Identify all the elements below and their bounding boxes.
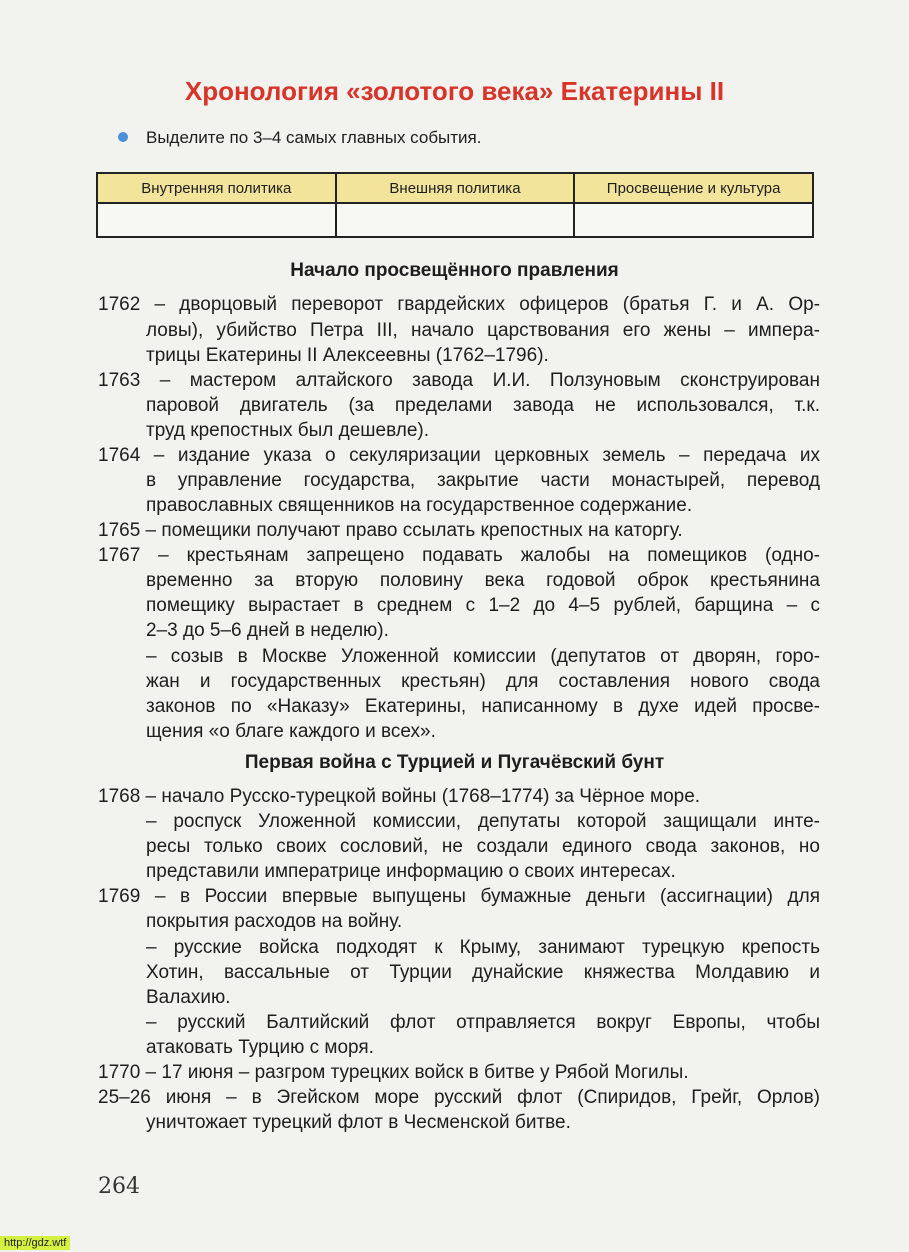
text-line: паровой двигатель (за пределами завода не использовался, т.к.	[146, 395, 820, 416]
text-line: 1770 – 17 июня – разгром турецких войск в битве у Рябой Могилы.	[98, 1062, 689, 1083]
text-line: 1762 – дворцовый переворот гвардейских офицеров (братья Г. и А. Ор-	[98, 294, 820, 315]
table-header-culture: Просвещение и культура	[574, 173, 813, 203]
text-line: 1764 – издание указа о секуляризации церковных земель – передача их	[98, 445, 820, 466]
text-line: 1763 – мастером алтайского завода И.И. Ползуновым сконструирован	[98, 370, 820, 391]
watermark: http://gdz.wtf	[0, 1236, 70, 1250]
table-header-internal: Внутренняя политика	[97, 173, 336, 203]
section-heading-2: Первая война с Турцией и Пугачёвский бунт	[244, 752, 665, 773]
text-line: – созыв в Москве Уложенной комиссии (депутатов от дворян, горо-	[146, 646, 820, 667]
text-line: законов по «Наказу» Екатерины, написанному в духе идей просве-	[146, 696, 820, 717]
text-line: покрытия расходов на войну.	[146, 911, 403, 932]
categories-table	[96, 172, 814, 238]
text-line: 25–26 июня – в Эгейском море русский флот (Спиридов, Грейг, Орлов)	[98, 1087, 820, 1108]
section-heading-1: Начало просвещённого правления	[290, 260, 619, 281]
text-line: 2–3 до 5–6 дней в неделю).	[146, 620, 389, 641]
task-text: Выделите по 3–4 самых главных события.	[146, 128, 482, 147]
text-line: – русские войска подходят к Крыму, занимают турецкую крепость	[146, 937, 820, 958]
text-line: 1767 – крестьянам запрещено подавать жалобы на помещиков (одно-	[98, 545, 820, 566]
text-line: в управление государства, закрытие части монастырей, перевод	[146, 470, 820, 491]
table-header-external: Внешняя политика	[336, 173, 575, 203]
text-line: 1768 – начало Русско-турецкой войны (1768–1774) за Чёрное море.	[98, 786, 701, 807]
text-line: труд крепостных был дешевле).	[146, 420, 430, 441]
page-title: Хронология «золотого века» Екатерины II	[184, 76, 725, 106]
text-line: щения «о благе каждого и всех».	[146, 721, 436, 742]
text-line: Хотин, вассальные от Турции дунайские княжества Молдавию и	[146, 962, 820, 983]
text-line: 1765 – помещики получают право ссылать крепостных на каторгу.	[98, 520, 683, 541]
task-instruction	[118, 128, 481, 148]
bullet-icon	[118, 132, 128, 142]
table-cell-internal[interactable]	[97, 203, 336, 237]
page-number: 264	[98, 1174, 140, 1199]
text-line: трицы Екатерины II Алексеевны (1762–1796).	[146, 345, 549, 366]
text-line: уничтожает турецкий флот в Чесменской битве.	[146, 1112, 571, 1133]
text-line: 1769 – в России впервые выпущены бумажные деньги (ассигнации) для	[98, 886, 820, 907]
text-line: помещику вырастает в среднем с 1–2 до 4–5 рублей, барщина – с	[146, 595, 820, 616]
text-line: – русский Балтийский флот отправляется вокруг Европы, чтобы	[146, 1012, 820, 1033]
table-cell-external[interactable]	[336, 203, 575, 237]
text-line: жан и государственных крестьян) для составления нового свода	[146, 671, 820, 692]
text-line: временно за вторую половину века годовой оброк крестьянина	[146, 570, 820, 591]
text-line: православных священников на государственное содержание.	[146, 495, 693, 516]
text-line: ловы), убийство Петра III, начало царствования его жены – импера-	[146, 320, 820, 341]
text-line: Валахию.	[146, 987, 231, 1008]
text-line: представили императрице информацию о своих интересах.	[146, 861, 676, 882]
text-line: атаковать Турцию с моря.	[146, 1037, 374, 1058]
text-line: ресы только своих сословий, не создали единого свода законов, но	[146, 836, 820, 857]
text-line: – роспуск Уложенной комиссии, депутаты которой защищали инте-	[146, 811, 820, 832]
table-cell-culture[interactable]	[574, 203, 813, 237]
